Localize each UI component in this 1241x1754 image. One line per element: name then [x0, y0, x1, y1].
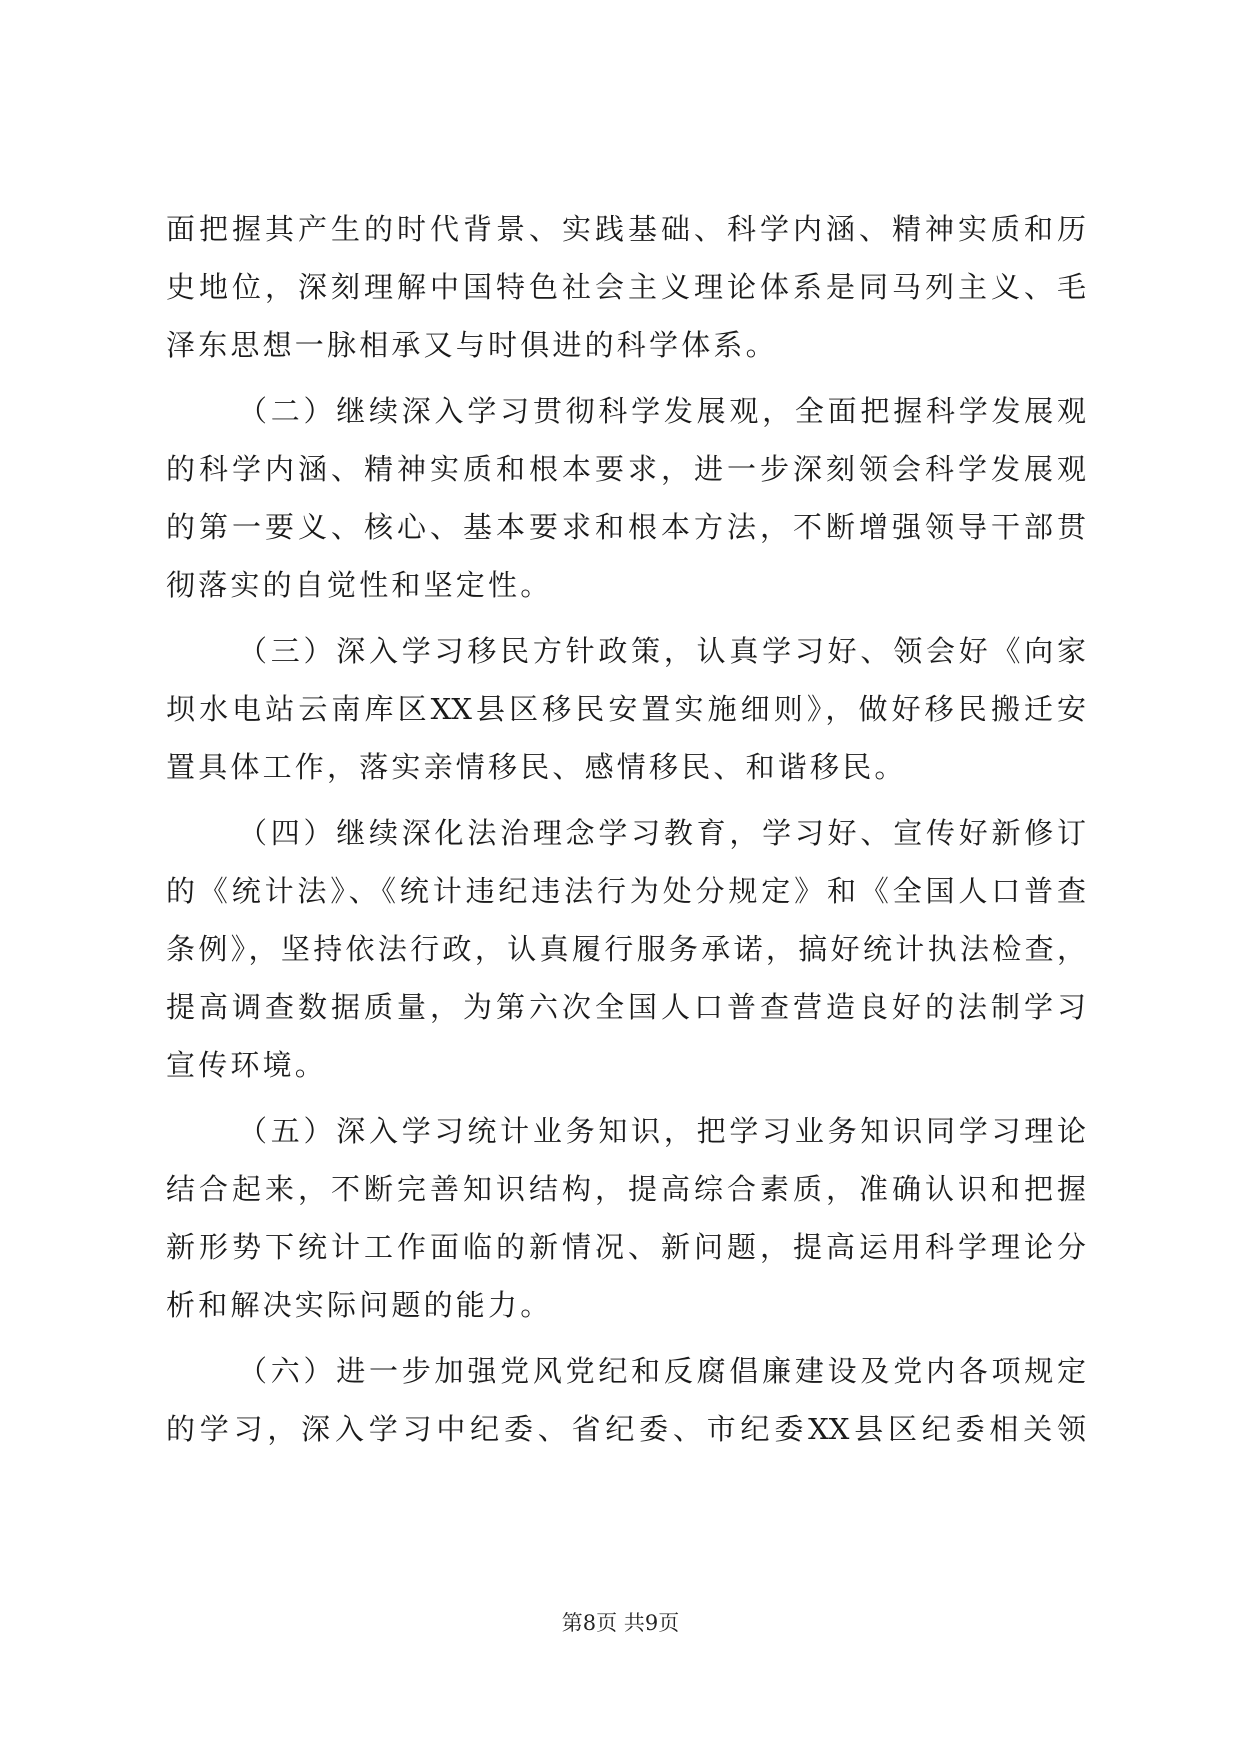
text-line-3: 泽东思想一脉相承又与时俱进的科学体系。 — [166, 328, 778, 362]
page-number-footer: 第8页 共9页 — [561, 1611, 680, 1635]
text-line-14: 提高调查数据质量，为第六次全国人口普查营造良好的法制学习 — [166, 990, 1086, 1024]
text-line-8: （三）深入学习移民方针政策，认真学习好、领会好《向家 — [238, 634, 1086, 668]
text-line-20: （六）进一步加强党风党纪和反腐倡廉建设及党内各项规定 — [238, 1354, 1086, 1388]
text-line-19: 析和解决实际问题的能力。 — [166, 1288, 553, 1322]
text-line-2: 史地位，深刻理解中国特色社会主义理论体系是同马列主义、毛 — [166, 270, 1086, 304]
text-line-13: 条例》，坚持依法行政，认真履行服务承诺，搞好统计执法检查， — [166, 932, 1086, 966]
text-line-5: 的科学内涵、精神实质和根本要求，进一步深刻领会科学发展观 — [166, 452, 1086, 486]
text-line-11: （四）继续深化法治理念学习教育，学习好、宣传好新修订 — [238, 816, 1086, 850]
text-line-18: 新形势下统计工作面临的新情况、新问题，提高运用科学理论分 — [166, 1230, 1086, 1264]
text-line-16: （五）深入学习统计业务知识，把学习业务知识同学习理论 — [238, 1114, 1086, 1148]
text-line-1: 面把握其产生的时代背景、实践基础、科学内涵、精神实质和历 — [166, 212, 1086, 246]
text-line-7: 彻落实的自觉性和坚定性。 — [166, 568, 553, 602]
text-line-21: 的学习，深入学习中纪委、省纪委、市纪委XX县区纪委相关领 — [166, 1412, 1086, 1446]
text-line-4: （二）继续深入学习贯彻科学发展观，全面把握科学发展观 — [238, 394, 1086, 428]
text-line-6: 的第一要义、核心、基本要求和根本方法，不断增强领导干部贯 — [166, 510, 1086, 544]
text-line-12: 的《统计法》、《统计违纪违法行为处分规定》和《全国人口普查 — [166, 874, 1086, 908]
text-line-9: 坝水电站云南库区XX县区移民安置实施细则》，做好移民搬迁安 — [166, 692, 1086, 726]
text-line-17: 结合起来，不断完善知识结构，提高综合素质，准确认识和把握 — [166, 1172, 1086, 1206]
text-line-10: 置具体工作，落实亲情移民、感情移民、和谐移民。 — [166, 750, 907, 784]
text-line-15: 宣传环境。 — [166, 1048, 328, 1082]
